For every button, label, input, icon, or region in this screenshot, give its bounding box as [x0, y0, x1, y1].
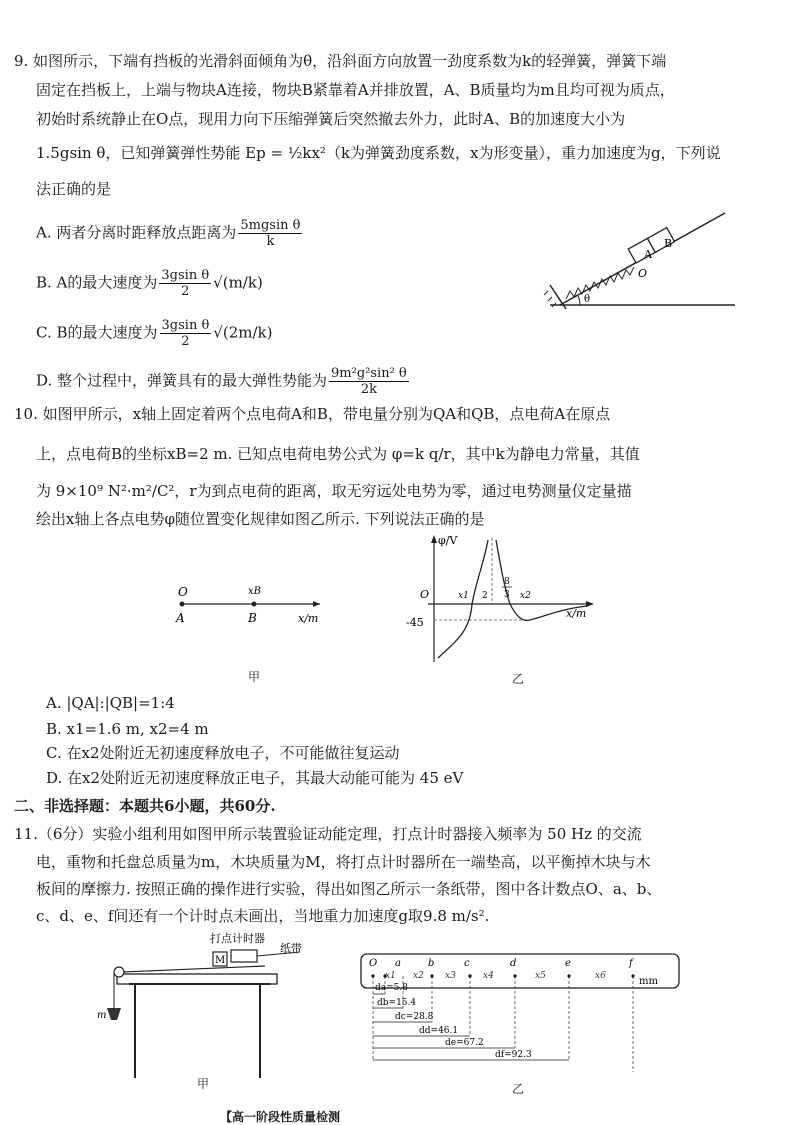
q10-jia-a: A: [176, 611, 185, 625]
q11-line-3: 板间的摩擦力. 按照正确的操作进行实验，得出如图乙所示一条纸带，图中各计数点O、a、b、: [36, 880, 662, 898]
q11-jia-m: m: [97, 1010, 107, 1021]
q10-line-4: 绘出x轴上各点电势φ随位置变化规律如图乙所示. 下列说法正确的是: [36, 510, 485, 528]
tape-hand-x6: x6: [595, 971, 606, 981]
q10-yi-xlabel: x/m: [566, 607, 587, 620]
q10-line-2: 上，点电荷B的坐标xB=2 m. 已知点电荷电势公式为 φ=k q/r，其中k为静电力常量，其值: [36, 445, 640, 463]
q11-figure-yi: [355, 948, 685, 1078]
tape-unit: mm: [639, 976, 658, 987]
q11-yi-caption: 乙: [512, 1082, 525, 1096]
q9-line-5: 法正确的是: [36, 180, 112, 198]
q10-jia-axis: x/m: [298, 612, 319, 625]
q10-yi-caption: 乙: [512, 672, 525, 686]
q9-line-1: 9. 如图所示，下端有挡板的光滑斜面倾角为θ，沿斜面方向放置一劲度系数为k的轻弹簧，弹簧下端: [14, 52, 667, 70]
q9-option-c: C. B的最大速度为 $\frac{\text{3gsin θ}}{2}$ √(2m/k): [36, 318, 273, 349]
tape-point-d: d: [510, 958, 517, 969]
tape-dc: dc=28.8: [395, 1012, 434, 1022]
q11-jia-tape: 纸带: [280, 942, 302, 955]
tape-da: da=5.8: [375, 983, 408, 993]
page-footer: 【高一阶段性质量检测: [220, 1110, 341, 1124]
q9-option-a: A. 两者分离时距释放点距离为 $\frac{\text{5mgsin θ}}{k}$: [36, 218, 301, 249]
tape-hand-x4: x4: [483, 971, 494, 981]
tape-point-c: c: [464, 958, 470, 969]
q11-jia-m-block: M: [215, 955, 226, 966]
tape-point-b: b: [428, 958, 435, 969]
q10-line-1: 10. 如图甲所示，x轴上固定着两个点电荷A和B，带电量分别为QA和QB，点电荷A在原点: [14, 405, 611, 423]
q9-label-a: A: [644, 248, 652, 261]
q10-option-d: D. 在x2处附近无初速度释放正电子，其最大动能可能为 45 eV: [46, 769, 464, 787]
tape-dd: dd=46.1: [419, 1026, 459, 1036]
q10-jia-caption: 甲: [248, 670, 261, 684]
tape-point-o: O: [369, 958, 378, 969]
q9-option-d: D. 整个过程中，弹簧具有的最大弹性势能为 $\frac{\text{9m²g²sin² θ}}{2k}$: [36, 366, 407, 397]
q11-line-1: 11.（6分）实验小组利用如图甲所示装置验证动能定理，打点计时器接入频率为 50 Hz 的交流: [14, 825, 642, 843]
q10-yi-ylabel: φ/V: [438, 534, 458, 547]
q9-label-b: B: [664, 237, 673, 250]
q11-jia-timer: 打点计时器: [210, 932, 265, 945]
tape-point-e: e: [565, 958, 571, 969]
q10-option-c: C. 在x2处附近无初速度释放电子，不可能做往复运动: [46, 744, 400, 762]
q11-figure-jia: [95, 928, 310, 1088]
q10-yi-origin: O: [420, 588, 430, 601]
q10-yi-x2: x2: [520, 591, 531, 601]
tape-hand-x2: x2: [413, 971, 424, 981]
q9-line-3: 初始时系统静止在O点，现用力向下压缩弹簧后突然撤去外力，此时A、B的加速度大小为: [36, 110, 626, 128]
q10-yi-x1: x1: [458, 591, 469, 601]
tape-df: df=92.3: [495, 1050, 532, 1060]
q10-yi-eight: 8: [504, 577, 510, 587]
q11-line-2: 电，重物和托盘总质量为m，木块质量为M，将打点计时器所在一端垫高，以平衡掉木块与木: [36, 853, 651, 871]
q9-label-theta: θ: [584, 294, 591, 305]
tape-point-a: a: [395, 958, 401, 969]
q10-yi-two: 2: [482, 591, 488, 601]
section-2-heading: 二、非选择题：本题共6小题，共60分.: [14, 797, 276, 815]
q11-jia-caption: 甲: [197, 1077, 210, 1091]
q10-figure-yi: [400, 532, 610, 667]
q9-incline-figure: [540, 205, 740, 310]
q9-line-2: 固定在挡板上，上端与物块A连接，物块B紧靠着A并排放置，A、B质量均为m且均可视为质点，: [36, 81, 675, 99]
q10-jia-o: O: [178, 585, 188, 599]
q9-label-o: O: [638, 267, 648, 280]
q10-jia-b: B: [248, 611, 257, 625]
q10-figure-jia: [170, 580, 340, 630]
q9-line-4: 1.5gsin θ，已知弹簧弹性势能 Ep = ½kx²（k为弹簧劲度系数，x为形变量），重力加速度为g，下列说: [36, 144, 721, 162]
tape-hand-x5: x5: [535, 971, 546, 981]
q10-yi-three: 3: [504, 590, 510, 600]
tape-de: de=67.2: [445, 1038, 484, 1048]
q9-option-b: B. A的最大速度为 $\frac{\text{3gsin θ}}{2}$ √(m/k): [36, 268, 263, 299]
tape-hand-x3: x3: [445, 971, 456, 981]
q11-line-4: c、d、e、f间还有一个计时点未画出，当地重力加速度g取9.8 m/s².: [36, 907, 490, 925]
q10-option-b: B. x1=1.6 m, x2=4 m: [46, 720, 209, 738]
q10-line-3: 为 9×10⁹ N²·m²/C²，r为到点电荷的距离，取无穷远处电势为零，通过电势测量仪定量描: [36, 482, 632, 500]
tape-hand-x1: x1: [385, 971, 396, 981]
q10-option-a: A. |QA|:|QB|=1:4: [46, 694, 175, 712]
q10-yi-minus45: -45: [406, 616, 424, 629]
tape-db: db=15.4: [377, 998, 417, 1008]
tape-point-f: f: [629, 958, 633, 969]
q10-jia-xb: xB: [248, 586, 261, 597]
